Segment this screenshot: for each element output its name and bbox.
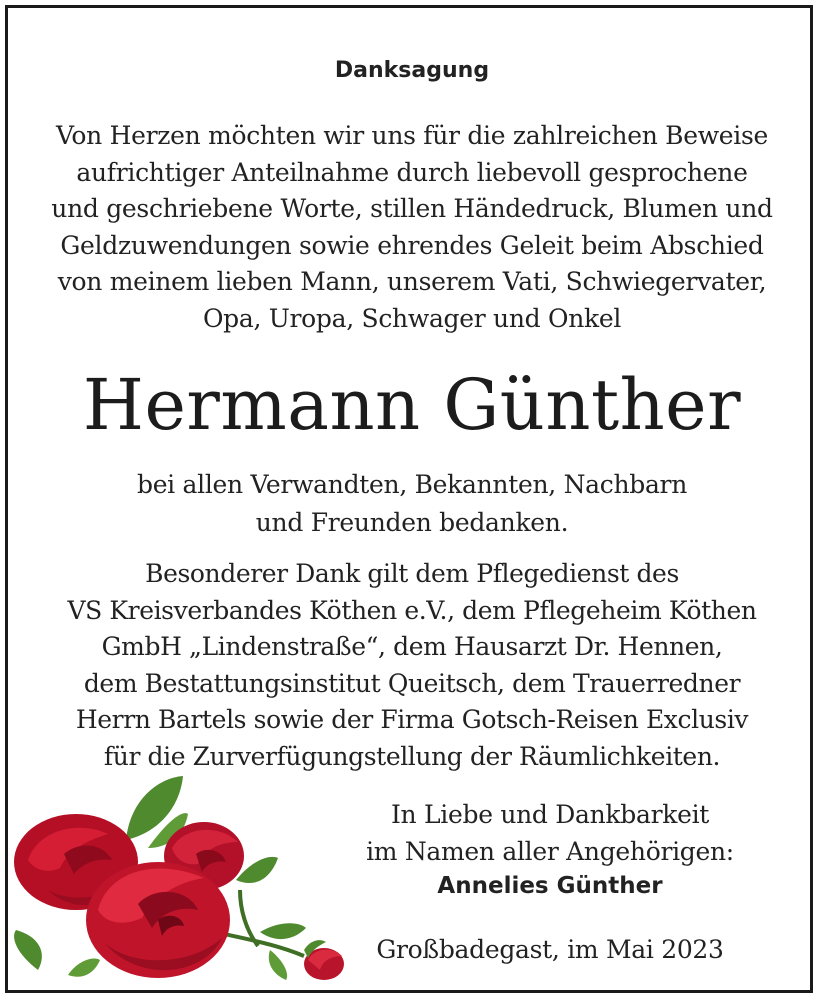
intro-line: Von Herzen möchten wir uns für die zahlreichen Beweise — [55, 121, 769, 150]
special-thanks-line: dem Bestattungsinstitut Queitsch, dem Trauerredner — [83, 668, 741, 698]
special-thanks-line: für die Zurverfügungstellung der Räumlichkeiten. — [103, 741, 721, 771]
thanks-line: bei allen Verwandten, Bekannten, Nachbarn — [136, 470, 688, 499]
signer-name: Annelies Günther — [437, 873, 663, 899]
obituary-notice — [5, 5, 813, 993]
rose-bud — [304, 940, 344, 980]
special-thanks-line: VS Kreisverbandes Köthen e.V., dem Pflegeheim Köthen — [67, 595, 757, 625]
intro-line: Opa, Uropa, Schwager und Onkel — [202, 303, 622, 333]
intro-line: von meinem lieben Mann, unserem Vati, Schwiegervater, — [57, 267, 767, 296]
intro-line: und geschriebene Worte, stillen Händedruck, Blumen und — [51, 194, 773, 223]
red-roses-icon — [8, 770, 358, 990]
thanks-text — [8, 466, 813, 542]
intro-text — [8, 118, 813, 337]
intro-line: Geldzuwendungen sowie ehrendes Geleit beim Abschied — [60, 230, 764, 260]
thanks-line: und Freunden bedanken. — [255, 508, 569, 537]
intro-line: aufrichtiger Anteilnahme durch liebevoll gesprochene — [76, 157, 748, 187]
special-thanks-line: GmbH „Lindenstraße“, dem Hausarzt Dr. Hennen, — [101, 632, 723, 661]
closing-text — [340, 796, 760, 870]
special-thanks-text — [8, 556, 813, 775]
deceased-name: Hermann Günther — [82, 364, 742, 446]
closing-line: im Namen aller Angehörigen: — [366, 837, 734, 866]
heading: Danksagung — [334, 58, 490, 83]
special-thanks-line: Herrn Bartels sowie der Firma Gotsch-Reisen Exclusiv — [75, 705, 749, 734]
special-thanks-line: Besonderer Dank gilt dem Pflegedienst des — [145, 559, 679, 588]
closing-line: In Liebe und Dankbarkeit — [390, 800, 710, 829]
place-date: Großbadegast, im Mai 2023 — [376, 935, 724, 964]
rose — [86, 862, 230, 978]
